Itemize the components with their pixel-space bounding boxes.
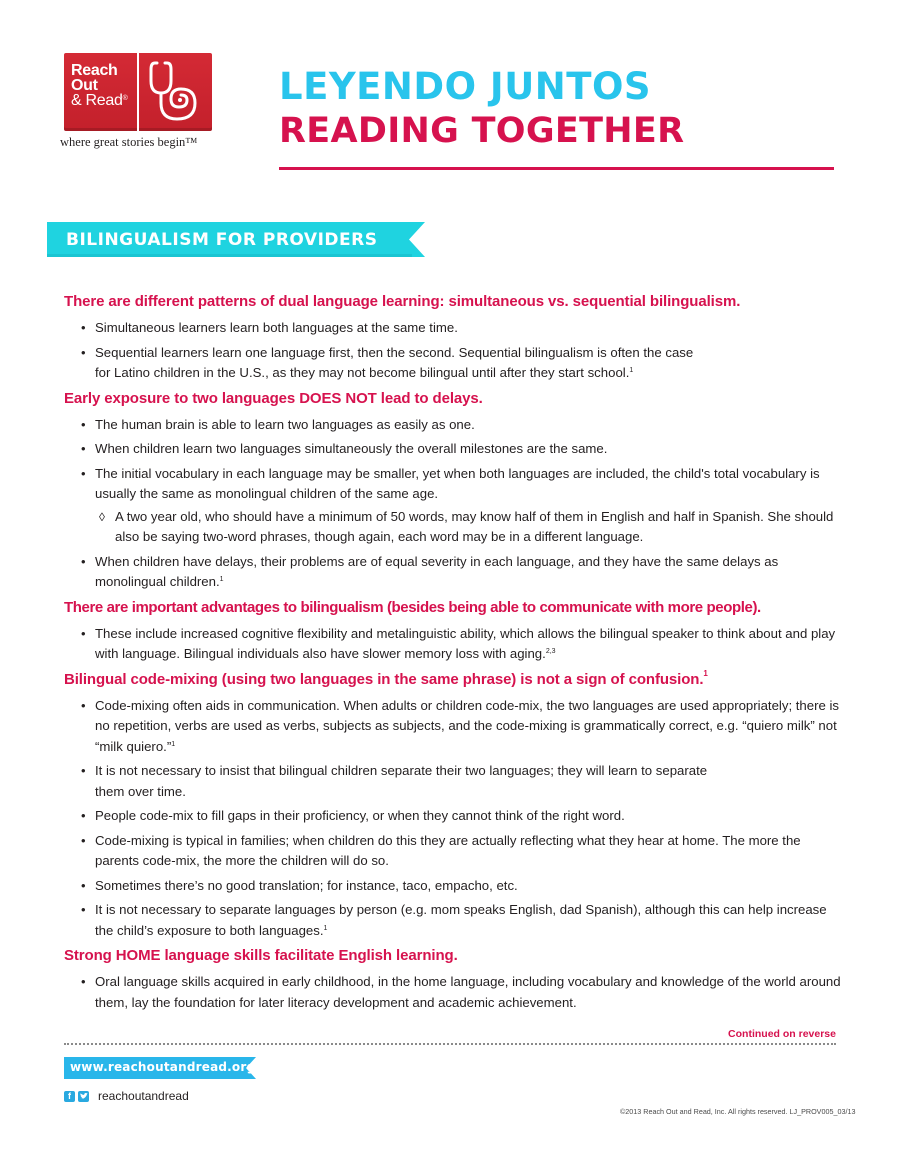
logo-wordmark <box>71 63 127 108</box>
bullet-item: • Sequential learners learn one language first, then the second. Sequential bilingualism is often the case for Latino children in the U.S., as they may not become bilingual until after they start school.$^1$ <box>74 343 844 384</box>
bullet-item: • When children have delays, their problems are of equal severity in each language, and they have the same delays as monolingual children.$^1$ <box>74 552 844 593</box>
bullet-item: • It is not necessary to insist that bilingual children separate their two languages; they will learn to separate them over time. <box>74 761 844 802</box>
bullet-item: • Simultaneous learners learn both languages at the same time. <box>74 318 844 339</box>
section-dual-language-patterns <box>64 293 844 384</box>
logo-left-page <box>64 53 137 131</box>
logo-line-1: Reach <box>71 62 118 79</box>
bullet-item: • The human brain is able to learn two languages as easily as one. <box>74 415 844 436</box>
section-banner <box>47 222 425 257</box>
section-heading: There are different patterns of dual language learning: simultaneous vs. sequential bilingualism. <box>64 293 741 310</box>
section-banner-label: BILINGUALISM FOR PROVIDERS <box>66 230 378 250</box>
bullet-item: • The initial vocabulary in each language may be smaller, yet when both languages are included, the child's total vocabulary is usually the same as monolingual children of the same age. ◊ A two year old, who should have a minimum of 50 words, may know half of them in English and half in Spanish. She should also be saying two-word phrases, though again, each word may be in a different language. <box>74 464 844 548</box>
bullet-item: • When children learn two languages simultaneously the overall milestones are the same. <box>74 439 844 460</box>
logo-line-3: & Read® <box>71 92 128 109</box>
continued-on-reverse: Continued on reverse <box>728 1028 836 1040</box>
website-link[interactable] <box>64 1057 256 1079</box>
sub-bullet-item: ◊ A two year old, who should have a minimum of 50 words, may know half of them in English and half in Spanish. She should also be saying two-word phrases, though again, each word may be in a different language. <box>95 507 844 548</box>
section-heading: Strong HOME language skills facilitate English learning. <box>64 947 458 964</box>
bullet-item: • These include increased cognitive flexibility and metalinguistic ability, which allows the bilingual speaker to think about and play with language. Bilingual individuals also have slower memory loss with aging.$^{2,3}$ <box>74 624 844 665</box>
bullet-item: • Code-mixing is typical in families; when children do this they are actually reflecting what they hear at home. The more the parents code-mix, the more the children will do so. <box>74 831 844 872</box>
facebook-icon[interactable]: f <box>64 1091 75 1102</box>
main-content <box>64 293 844 1019</box>
title-english: READING TOGETHER <box>279 111 685 151</box>
logo-right-page <box>139 53 212 131</box>
logo-book <box>64 53 212 131</box>
copyright-notice: ©2013 Reach Out and Read, Inc. All rights reserved. LJ_PROV005_03/13 <box>620 1107 856 1116</box>
bullet-item: • Sometimes there’s no good translation; for instance, taco, empacho, etc. <box>74 876 844 897</box>
title-divider <box>279 167 834 170</box>
stethoscope-ear-icon <box>149 59 203 130</box>
section-heading: There are important advantages to bilingualism (besides being able to communicate with more people). <box>64 598 761 616</box>
logo-tagline: where great stories begin™ <box>60 135 198 149</box>
logo-line-2: Out <box>71 77 98 94</box>
bullet-item: • Oral language skills acquired in early childhood, in the home language, including vocabulary and knowledge of the world around them, lay the foundation for later literacy development and academic achievement. <box>74 972 844 1013</box>
title-spanish: LEYENDO JUNTOS <box>279 65 652 108</box>
bullet-item: • People code-mix to fill gaps in their proficiency, or when they cannot think of the right word. <box>74 806 844 827</box>
bullet-item: • Code-mixing often aids in communication. When adults or children code-mix, the two languages are used appropriately; there is no repetition, verbs are used as verbs, subjects as subjects, and the code-mixing is grammatically correct, e.g. “quiero milk” not “milk quiero.”$^1$ <box>74 696 844 758</box>
section-heading: Early exposure to two languages DOES NOT lead to delays. <box>64 389 483 407</box>
section-heading: Bilingual code-mixing (using two languages in the same phrase) is not a sign of confusion.$^1$ <box>64 668 708 688</box>
website-url[interactable]: www.reachoutandread.org <box>70 1060 256 1074</box>
reach-out-and-read-logo <box>64 53 212 131</box>
section-early-exposure <box>64 390 844 593</box>
social-links <box>64 1089 189 1103</box>
twitter-icon[interactable] <box>78 1091 89 1102</box>
section-home-language <box>64 947 844 1013</box>
social-handle: reachoutandread <box>98 1089 189 1103</box>
section-advantages <box>64 599 844 665</box>
bullet-item: • It is not necessary to separate languages by person (e.g. mom speaks English, dad Spanish), although this can help increase the child’s exposure to both languages.$^1$ <box>74 900 844 941</box>
footer-divider <box>64 1043 836 1045</box>
section-code-mixing <box>64 668 844 942</box>
